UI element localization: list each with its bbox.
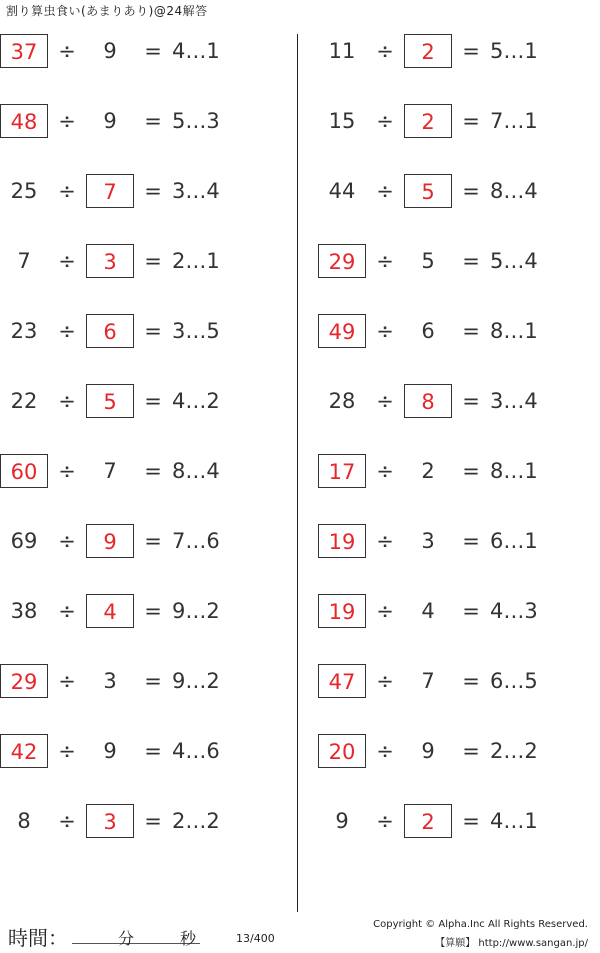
answer-box-divisor: 2 [404, 804, 452, 838]
answer-box-dividend: 47 [318, 664, 366, 698]
problem-row [318, 524, 600, 564]
quotient-remainder: 7…6 [172, 529, 220, 553]
division-sign: ÷ [58, 809, 76, 833]
division-sign: ÷ [376, 109, 394, 133]
quotient-remainder: 4…1 [490, 809, 538, 833]
answer-box-dividend: 19 [318, 594, 366, 628]
divisor: 3 [421, 529, 435, 553]
division-sign: ÷ [58, 599, 76, 623]
dividend: 38 [10, 599, 38, 623]
equals-sign: = [144, 809, 162, 833]
division-sign: ÷ [376, 599, 394, 623]
dividend: 69 [10, 529, 38, 553]
equals-sign: = [144, 179, 162, 203]
left-column [0, 0, 300, 900]
division-sign: ÷ [376, 809, 394, 833]
answer-box-dividend: 29 [318, 244, 366, 278]
problem-row [318, 314, 600, 354]
site-url: 【算願】 http://www.sangan.jp/ [435, 938, 588, 949]
problem-row [0, 314, 300, 354]
problem-row [318, 594, 600, 634]
answer-box-dividend: 49 [318, 314, 366, 348]
divisor: 9 [421, 739, 435, 763]
divisor: 7 [421, 669, 435, 693]
division-sign: ÷ [376, 669, 394, 693]
equals-sign: = [144, 389, 162, 413]
divisor: 2 [421, 459, 435, 483]
equals-sign: = [144, 249, 162, 273]
quotient-remainder: 8…4 [172, 459, 220, 483]
answer-box-divisor: 5 [404, 174, 452, 208]
dividend: 7 [17, 249, 31, 273]
answer-box-divisor: 8 [404, 384, 452, 418]
time-label: 時間： [8, 926, 68, 950]
equals-sign: = [144, 109, 162, 133]
equals-sign: = [462, 179, 480, 203]
dividend: 23 [10, 319, 38, 343]
division-sign: ÷ [58, 249, 76, 273]
quotient-remainder: 3…4 [490, 389, 538, 413]
equals-sign: = [462, 599, 480, 623]
quotient-remainder: 6…5 [490, 669, 538, 693]
division-sign: ÷ [58, 389, 76, 413]
right-column [318, 0, 600, 900]
division-sign: ÷ [376, 39, 394, 63]
problem-row [0, 104, 300, 144]
division-sign: ÷ [58, 529, 76, 553]
problem-row [0, 454, 300, 494]
answer-box-divisor: 2 [404, 34, 452, 68]
divisor: 5 [421, 249, 435, 273]
answer-box-divisor: 3 [86, 804, 134, 838]
division-sign: ÷ [58, 39, 76, 63]
quotient-remainder: 7…1 [490, 109, 538, 133]
problem-row [318, 104, 600, 144]
division-sign: ÷ [58, 459, 76, 483]
problem-row [0, 594, 300, 634]
problem-row [0, 664, 300, 704]
quotient-remainder: 2…1 [172, 249, 220, 273]
answer-box-dividend: 42 [0, 734, 48, 768]
dividend: 25 [10, 179, 38, 203]
divisor: 4 [421, 599, 435, 623]
answer-box-divisor: 2 [404, 104, 452, 138]
equals-sign: = [144, 739, 162, 763]
dividend: 8 [17, 809, 31, 833]
division-sign: ÷ [58, 109, 76, 133]
equals-sign: = [144, 39, 162, 63]
quotient-remainder: 2…2 [490, 739, 538, 763]
quotient-remainder: 3…5 [172, 319, 220, 343]
division-sign: ÷ [376, 249, 394, 273]
problem-row [0, 174, 300, 214]
equals-sign: = [462, 669, 480, 693]
quotient-remainder: 8…1 [490, 459, 538, 483]
equals-sign: = [144, 669, 162, 693]
division-sign: ÷ [58, 739, 76, 763]
quotient-remainder: 9…2 [172, 599, 220, 623]
problem-row [318, 664, 600, 704]
page-number: 13/400 [236, 932, 275, 945]
answer-box-dividend: 20 [318, 734, 366, 768]
answer-box-divisor: 7 [86, 174, 134, 208]
divisor: 9 [103, 109, 117, 133]
answer-box-dividend: 29 [0, 664, 48, 698]
divisor: 3 [103, 669, 117, 693]
dividend: 9 [335, 809, 349, 833]
problem-row [318, 174, 600, 214]
quotient-remainder: 4…3 [490, 599, 538, 623]
equals-sign: = [144, 459, 162, 483]
quotient-remainder: 4…2 [172, 389, 220, 413]
quotient-remainder: 8…4 [490, 179, 538, 203]
equals-sign: = [462, 809, 480, 833]
equals-sign: = [144, 319, 162, 343]
equals-sign: = [462, 319, 480, 343]
answer-box-dividend: 37 [0, 34, 48, 68]
problem-row [0, 734, 300, 774]
worksheet-title: 割り算虫食い(あまりあり)@24解答 [6, 4, 208, 18]
answer-box-divisor: 4 [86, 594, 134, 628]
answer-box-divisor: 6 [86, 314, 134, 348]
divisor: 9 [103, 39, 117, 63]
quotient-remainder: 4…1 [172, 39, 220, 63]
answer-box-divisor: 3 [86, 244, 134, 278]
dividend: 11 [328, 39, 356, 63]
quotient-remainder: 2…2 [172, 809, 220, 833]
problem-row [0, 804, 300, 844]
quotient-remainder: 8…1 [490, 319, 538, 343]
problem-row [318, 34, 600, 74]
problem-row [0, 384, 300, 424]
division-sign: ÷ [58, 319, 76, 343]
quotient-remainder: 6…1 [490, 529, 538, 553]
dividend: 28 [328, 389, 356, 413]
division-sign: ÷ [58, 669, 76, 693]
equals-sign: = [462, 389, 480, 413]
problem-row [0, 244, 300, 284]
quotient-remainder: 5…1 [490, 39, 538, 63]
division-sign: ÷ [376, 739, 394, 763]
quotient-remainder: 4…6 [172, 739, 220, 763]
problem-row [318, 454, 600, 494]
division-sign: ÷ [376, 319, 394, 343]
equals-sign: = [144, 529, 162, 553]
problem-row [318, 804, 600, 844]
equals-sign: = [462, 529, 480, 553]
quotient-remainder: 5…4 [490, 249, 538, 273]
equals-sign: = [462, 249, 480, 273]
division-sign: ÷ [376, 389, 394, 413]
dividend: 44 [328, 179, 356, 203]
problem-row [0, 34, 300, 74]
answer-box-dividend: 19 [318, 524, 366, 558]
copyright-notice: Copyright © Alpha.Inc All Rights Reserved. [373, 919, 588, 930]
equals-sign: = [462, 739, 480, 763]
equals-sign: = [462, 39, 480, 63]
dividend: 22 [10, 389, 38, 413]
equals-sign: = [462, 109, 480, 133]
answer-box-divisor: 5 [86, 384, 134, 418]
answer-box-dividend: 48 [0, 104, 48, 138]
answer-box-dividend: 17 [318, 454, 366, 488]
equals-sign: = [144, 599, 162, 623]
division-sign: ÷ [376, 529, 394, 553]
answer-box-dividend: 60 [0, 454, 48, 488]
division-sign: ÷ [376, 179, 394, 203]
division-sign: ÷ [376, 459, 394, 483]
problem-row [0, 524, 300, 564]
divisor: 6 [421, 319, 435, 343]
quotient-remainder: 5…3 [172, 109, 220, 133]
answer-box-divisor: 9 [86, 524, 134, 558]
quotient-remainder: 9…2 [172, 669, 220, 693]
problem-row [318, 734, 600, 774]
column-divider [297, 34, 298, 912]
seconds-label: 秒 [180, 929, 197, 948]
equals-sign: = [462, 459, 480, 483]
minutes-label: 分 [118, 929, 135, 948]
dividend: 15 [328, 109, 356, 133]
division-sign: ÷ [58, 179, 76, 203]
quotient-remainder: 3…4 [172, 179, 220, 203]
problem-row [318, 384, 600, 424]
divisor: 9 [103, 739, 117, 763]
problem-row [318, 244, 600, 284]
divisor: 7 [103, 459, 117, 483]
